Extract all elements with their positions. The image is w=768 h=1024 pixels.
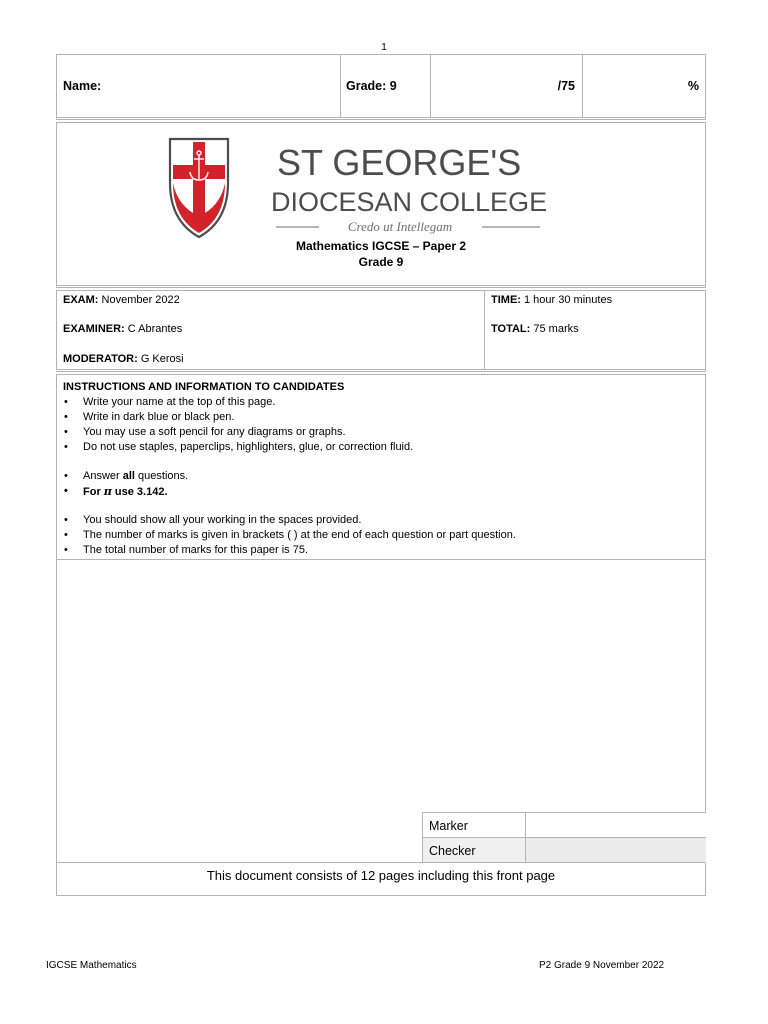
- marker-checker-table: [422, 812, 706, 862]
- exam-total: TOTAL: 75 marks: [491, 323, 579, 335]
- paper-grade: Grade 9: [358, 255, 404, 269]
- marker-field[interactable]: [526, 813, 706, 838]
- instruction-item: • The number of marks is given in brackets ( ) at the end of each question or part question.: [63, 528, 516, 543]
- checker-row: [422, 837, 706, 863]
- instruction-item: • You may use a soft pencil for any diagrams or graphs.: [63, 425, 413, 440]
- exam-info-block: [56, 290, 706, 372]
- paper-title: Mathematics IGCSE – Paper 2: [295, 239, 467, 253]
- exam-time: TIME: 1 hour 30 minutes: [491, 294, 613, 306]
- instructions-list-general: [63, 395, 413, 455]
- grade-label: Grade: 9: [346, 79, 397, 93]
- cover-header-row: [56, 54, 706, 120]
- school-logo-block: [56, 122, 706, 288]
- marker-label: Marker: [422, 813, 526, 838]
- school-name-line1: ST GEORGE'S: [277, 142, 522, 183]
- checker-label: Checker: [422, 838, 526, 863]
- instruction-item: • Write in dark blue or black pen.: [63, 410, 413, 425]
- instruction-item: • Do not use staples, paperclips, highlighters, glue, or correction fluid.: [63, 440, 413, 455]
- instruction-item: • Write your name at the top of this page.: [63, 395, 413, 410]
- footer-right: P2 Grade 9 November 2022: [539, 960, 665, 971]
- moderator: MODERATOR: G Kerosi: [63, 353, 184, 365]
- answer-area: [56, 560, 706, 896]
- percent-field: %: [687, 79, 699, 93]
- instructions-block: [56, 374, 706, 560]
- instruction-item-answer-all: • Answer all questions.: [63, 469, 188, 484]
- name-label: Name:: [63, 79, 102, 93]
- instructions-list-answer: [63, 469, 188, 499]
- instructions-list-marks: [63, 513, 516, 558]
- examiner: EXAMINER: C Abrantes: [63, 323, 183, 335]
- marker-row: [422, 812, 706, 838]
- footer-left: IGCSE Mathematics: [46, 960, 137, 971]
- exam-date: EXAM: November 2022: [63, 294, 180, 306]
- checker-field[interactable]: [526, 838, 706, 863]
- instructions-title: INSTRUCTIONS AND INFORMATION TO CANDIDATES: [63, 381, 345, 393]
- instruction-item: • You should show all your working in the spaces provided.: [63, 513, 516, 528]
- school-motto: Credo ut Intellegam: [347, 219, 453, 234]
- score-total: /75: [557, 79, 575, 93]
- page-count-note: This document consists of 12 pages including this front page: [206, 868, 556, 883]
- instruction-item: • The total number of marks for this paper is 75.: [63, 543, 516, 558]
- instruction-item-pi: • For π use 3.142.: [63, 484, 188, 499]
- page-number: 1: [381, 42, 387, 53]
- school-crest-logo: [57, 135, 707, 245]
- school-name-line2: DIOCESAN COLLEGE: [271, 187, 548, 217]
